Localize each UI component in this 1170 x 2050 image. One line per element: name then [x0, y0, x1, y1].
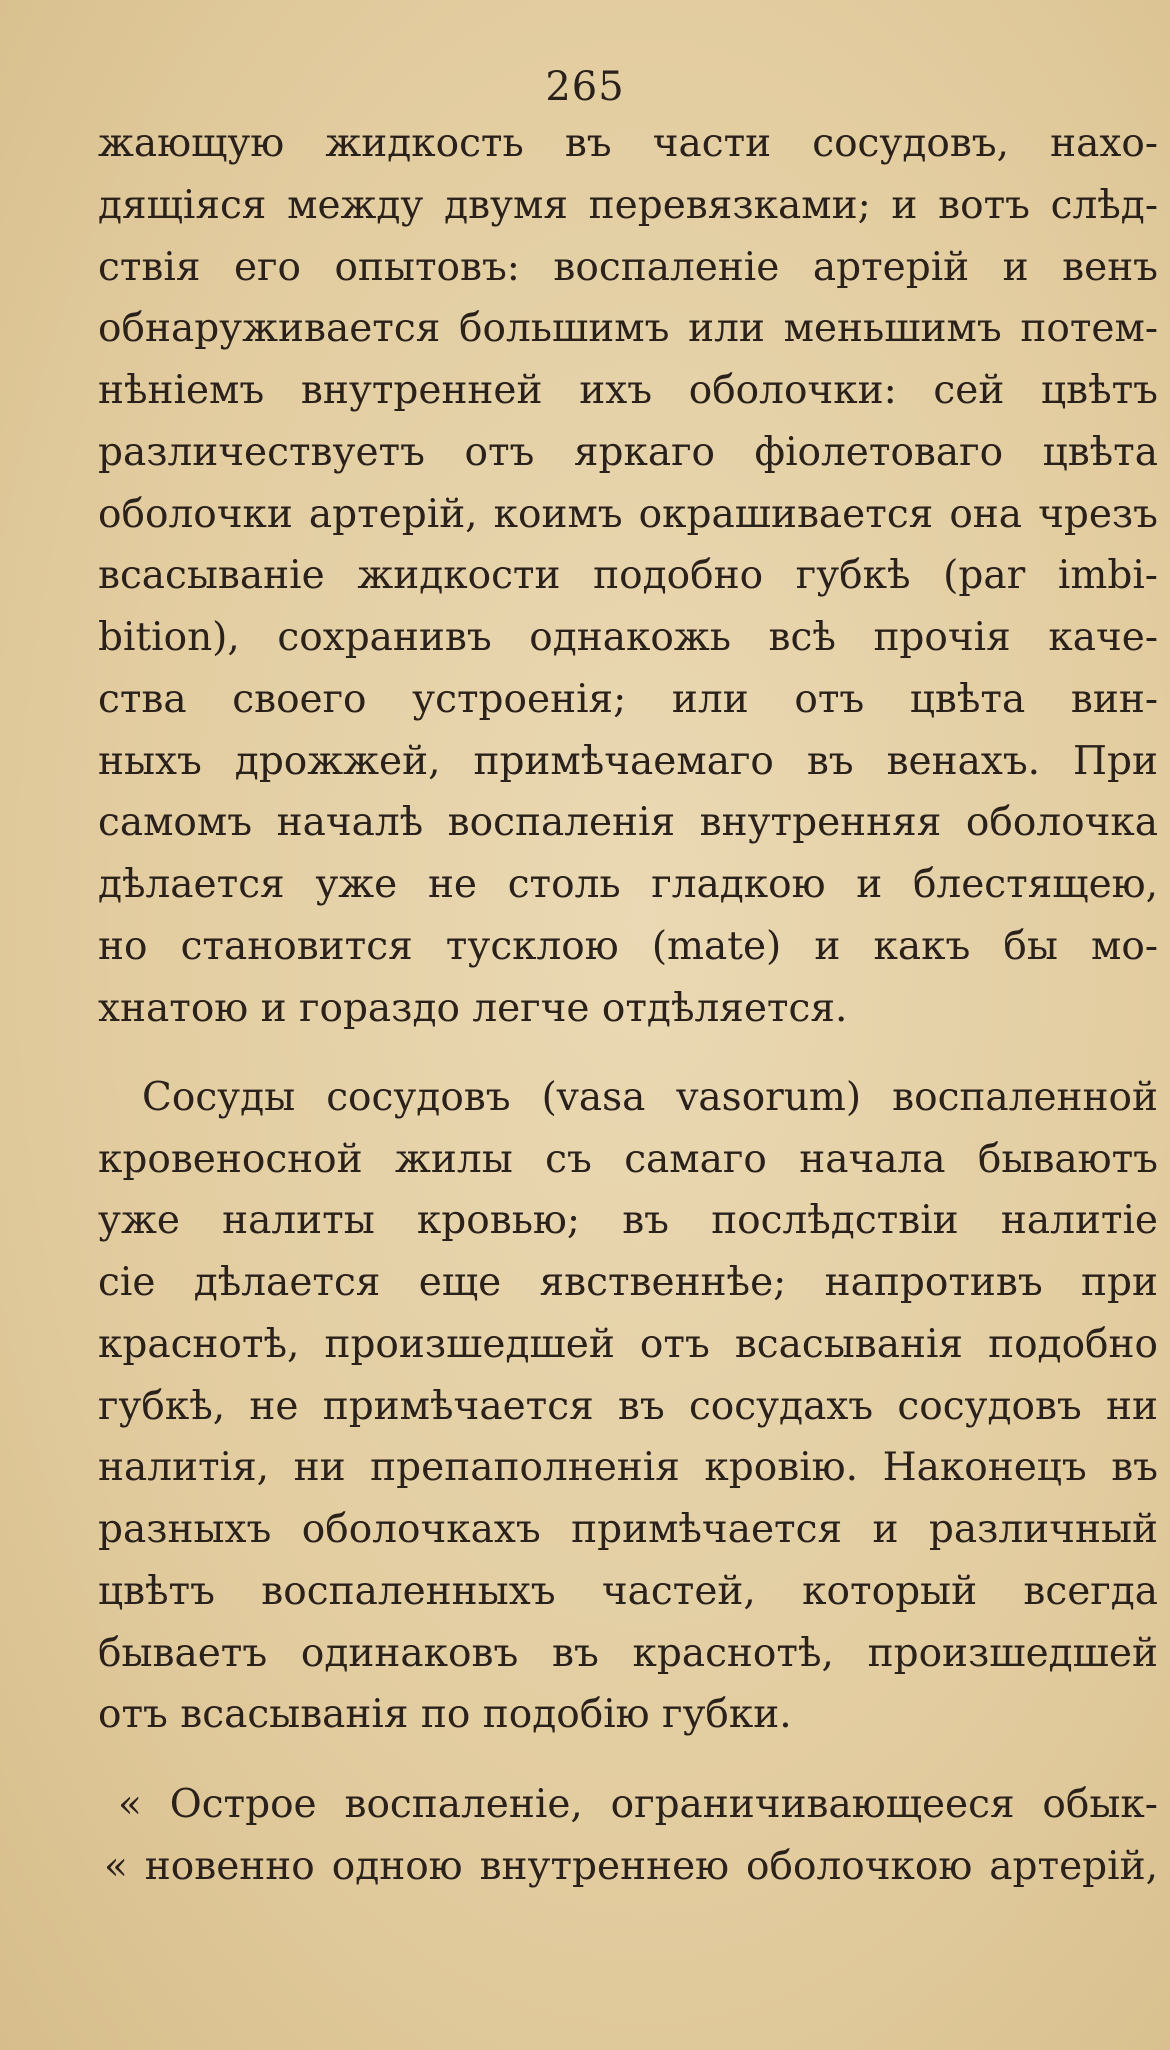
- text-line: всасываніе жидкости подобно губкѣ (par imbi-: [98, 553, 1158, 598]
- text-line: различествуетъ отъ яркаго фіолетоваго цвѣта: [98, 430, 1158, 475]
- text-line: краснотѣ, произшедшей отъ всасыванія подобно: [98, 1322, 1158, 1367]
- text-line: самомъ началѣ воспаленія внутренняя оболочка: [98, 800, 1158, 845]
- text-line: нѣніемъ внутренней ихъ оболочки: сей цвѣтъ: [98, 368, 1158, 413]
- text-line: отъ всасыванія по подобію губки.: [98, 1692, 792, 1737]
- text-line: цвѣтъ воспаленныхъ частей, который всегда: [98, 1569, 1158, 1614]
- text-line: оболочки артерій, коимъ окрашивается она чрезъ: [98, 492, 1158, 537]
- text-line: дящіяся между двумя перевязками; и вотъ слѣд-: [98, 183, 1158, 228]
- text-line: разныхъ оболочкахъ примѣчается и различный: [98, 1507, 1158, 1552]
- text-line: хнатою и гораздо легче отдѣляется.: [98, 986, 848, 1031]
- text-line: жающую жидкость въ части сосудовъ, нахо-: [98, 121, 1158, 166]
- text-line: Сосуды сосудовъ (vasa vasorum) воспаленной: [142, 1075, 1158, 1120]
- text-line: губкѣ, не примѣчается въ сосудахъ сосудовъ ни: [98, 1384, 1158, 1429]
- text-line: но становится тусклою (mate) и какъ бы мо-: [98, 924, 1158, 969]
- text-line: ныхъ дрожжей, примѣчаемаго въ венахъ. При: [98, 739, 1158, 784]
- text-line: bition), сохранивъ однакожь всѣ прочія каче-: [98, 615, 1158, 660]
- text-line: сіе дѣлается еще явственнѣе; напротивъ при: [98, 1260, 1158, 1305]
- text-line: « новенно одною внутреннею оболочкою артерій,: [104, 1844, 1158, 1889]
- text-line: ства своего устроенія; или отъ цвѣта вин-: [98, 677, 1158, 722]
- text-line: ствія его опытовъ: воспаленіе артерій и венъ: [98, 245, 1158, 290]
- text-line: налитія, ни препаполненія кровію. Наконецъ въ: [98, 1445, 1158, 1490]
- text-line: уже налиты кровью; въ послѣдствіи налитіе: [98, 1198, 1158, 1243]
- text-line: кровеносной жилы съ самаго начала бываютъ: [98, 1137, 1158, 1182]
- page-number: 265: [545, 64, 625, 110]
- text-line: бываетъ одинаковъ въ краснотѣ, произшедшей: [98, 1631, 1158, 1676]
- text-line: « Острое воспаленіе, ограничивающееся обык-: [118, 1782, 1158, 1827]
- text-line: дѣлается уже не столь гладкою и блестящею,: [98, 862, 1158, 907]
- text-line: обнаруживается большимъ или меньшимъ потем-: [98, 306, 1158, 351]
